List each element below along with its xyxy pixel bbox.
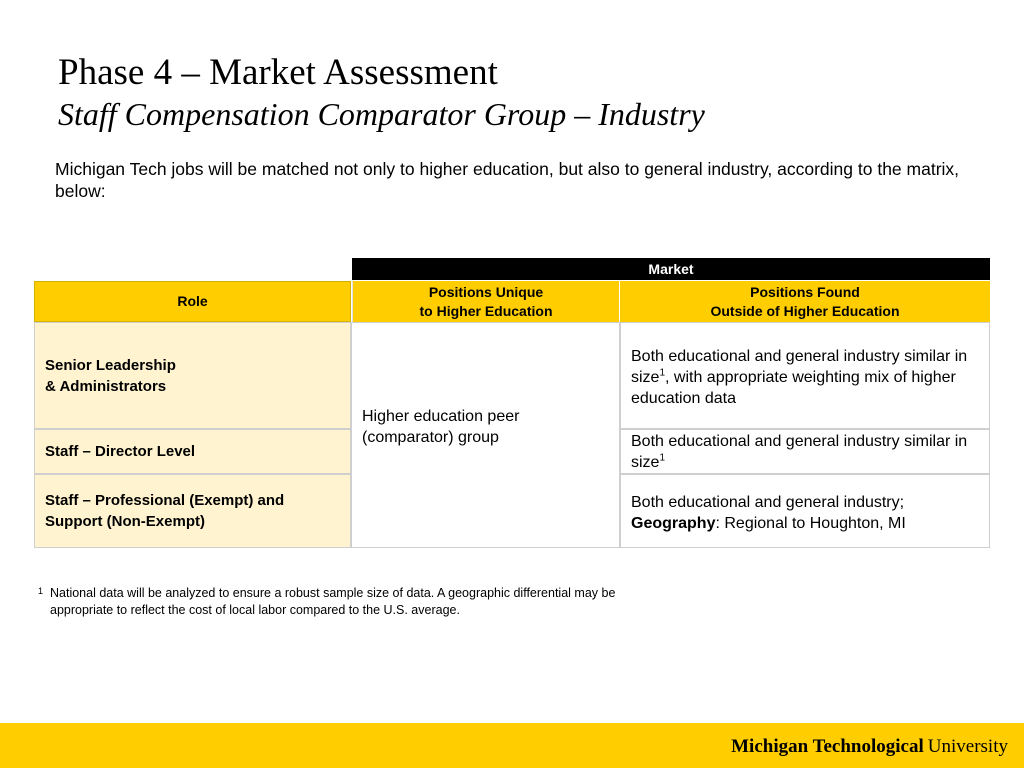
intro-paragraph: Michigan Tech jobs will be matched not only to higher education, but also to general industry, according to the matrix, below: [55,159,960,201]
unique-header-line1: Positions Unique [428,283,544,300]
page-subtitle: Staff Compensation Comparator Group – Industry [58,96,705,132]
page-title: Phase 4 – Market Assessment [58,52,498,93]
geography-label: Geography [631,515,716,532]
market-header: Market [352,258,990,280]
role-director-level [34,429,351,474]
role-label-line2: Support (Non-Exempt) [45,513,205,530]
found-text-cont: , with appropriate weighting mix of higher education data [631,369,956,407]
footer-bar [0,723,1024,768]
found-senior-leadership-cell [620,322,990,429]
role-label-line1: Staff – Director Level [45,443,196,460]
footnote-mark: 1 [38,586,44,596]
geography-value: : Regional to Houghton, MI [715,515,906,532]
role-senior-leadership [34,322,351,429]
role-label-line2: & Administrators [45,377,167,395]
found-text: Both educational and general industry; [631,494,905,511]
role-label-line1: Staff – Professional (Exempt) and [45,492,285,509]
footnote-ref: 1 [659,452,666,464]
unique-positions-cell [351,322,620,548]
footnote-ref: 1 [659,367,666,379]
role-professional-support [34,474,351,548]
unique-positions-text: Higher education peer (comparator) group [362,408,520,446]
role-label-line1: Senior Leadership [45,356,176,374]
footnote-text: National data will be analyzed to ensure a robust sample size of data. A geographic differential may be appropriate to reflect the cost of local labor compared to the U.S. average. [50,586,616,617]
logo-text-light: University [927,736,1008,757]
found-text: Both educational and general industry similar in size [631,433,968,471]
logo-text-bold: Michigan Technological [731,736,924,757]
unique-column-header [352,281,619,322]
unique-header-line2: to Higher Education [419,302,553,319]
found-header-line1: Positions Found [750,283,860,300]
university-logo [731,736,1008,758]
found-column-header [620,281,990,322]
found-header-line2: Outside of Higher Education [710,302,900,319]
found-professional-cell [620,474,990,548]
role-column-header: Role [34,281,351,322]
found-director-cell [620,429,990,474]
found-text: Both educational and general industry similar in size [631,348,968,386]
